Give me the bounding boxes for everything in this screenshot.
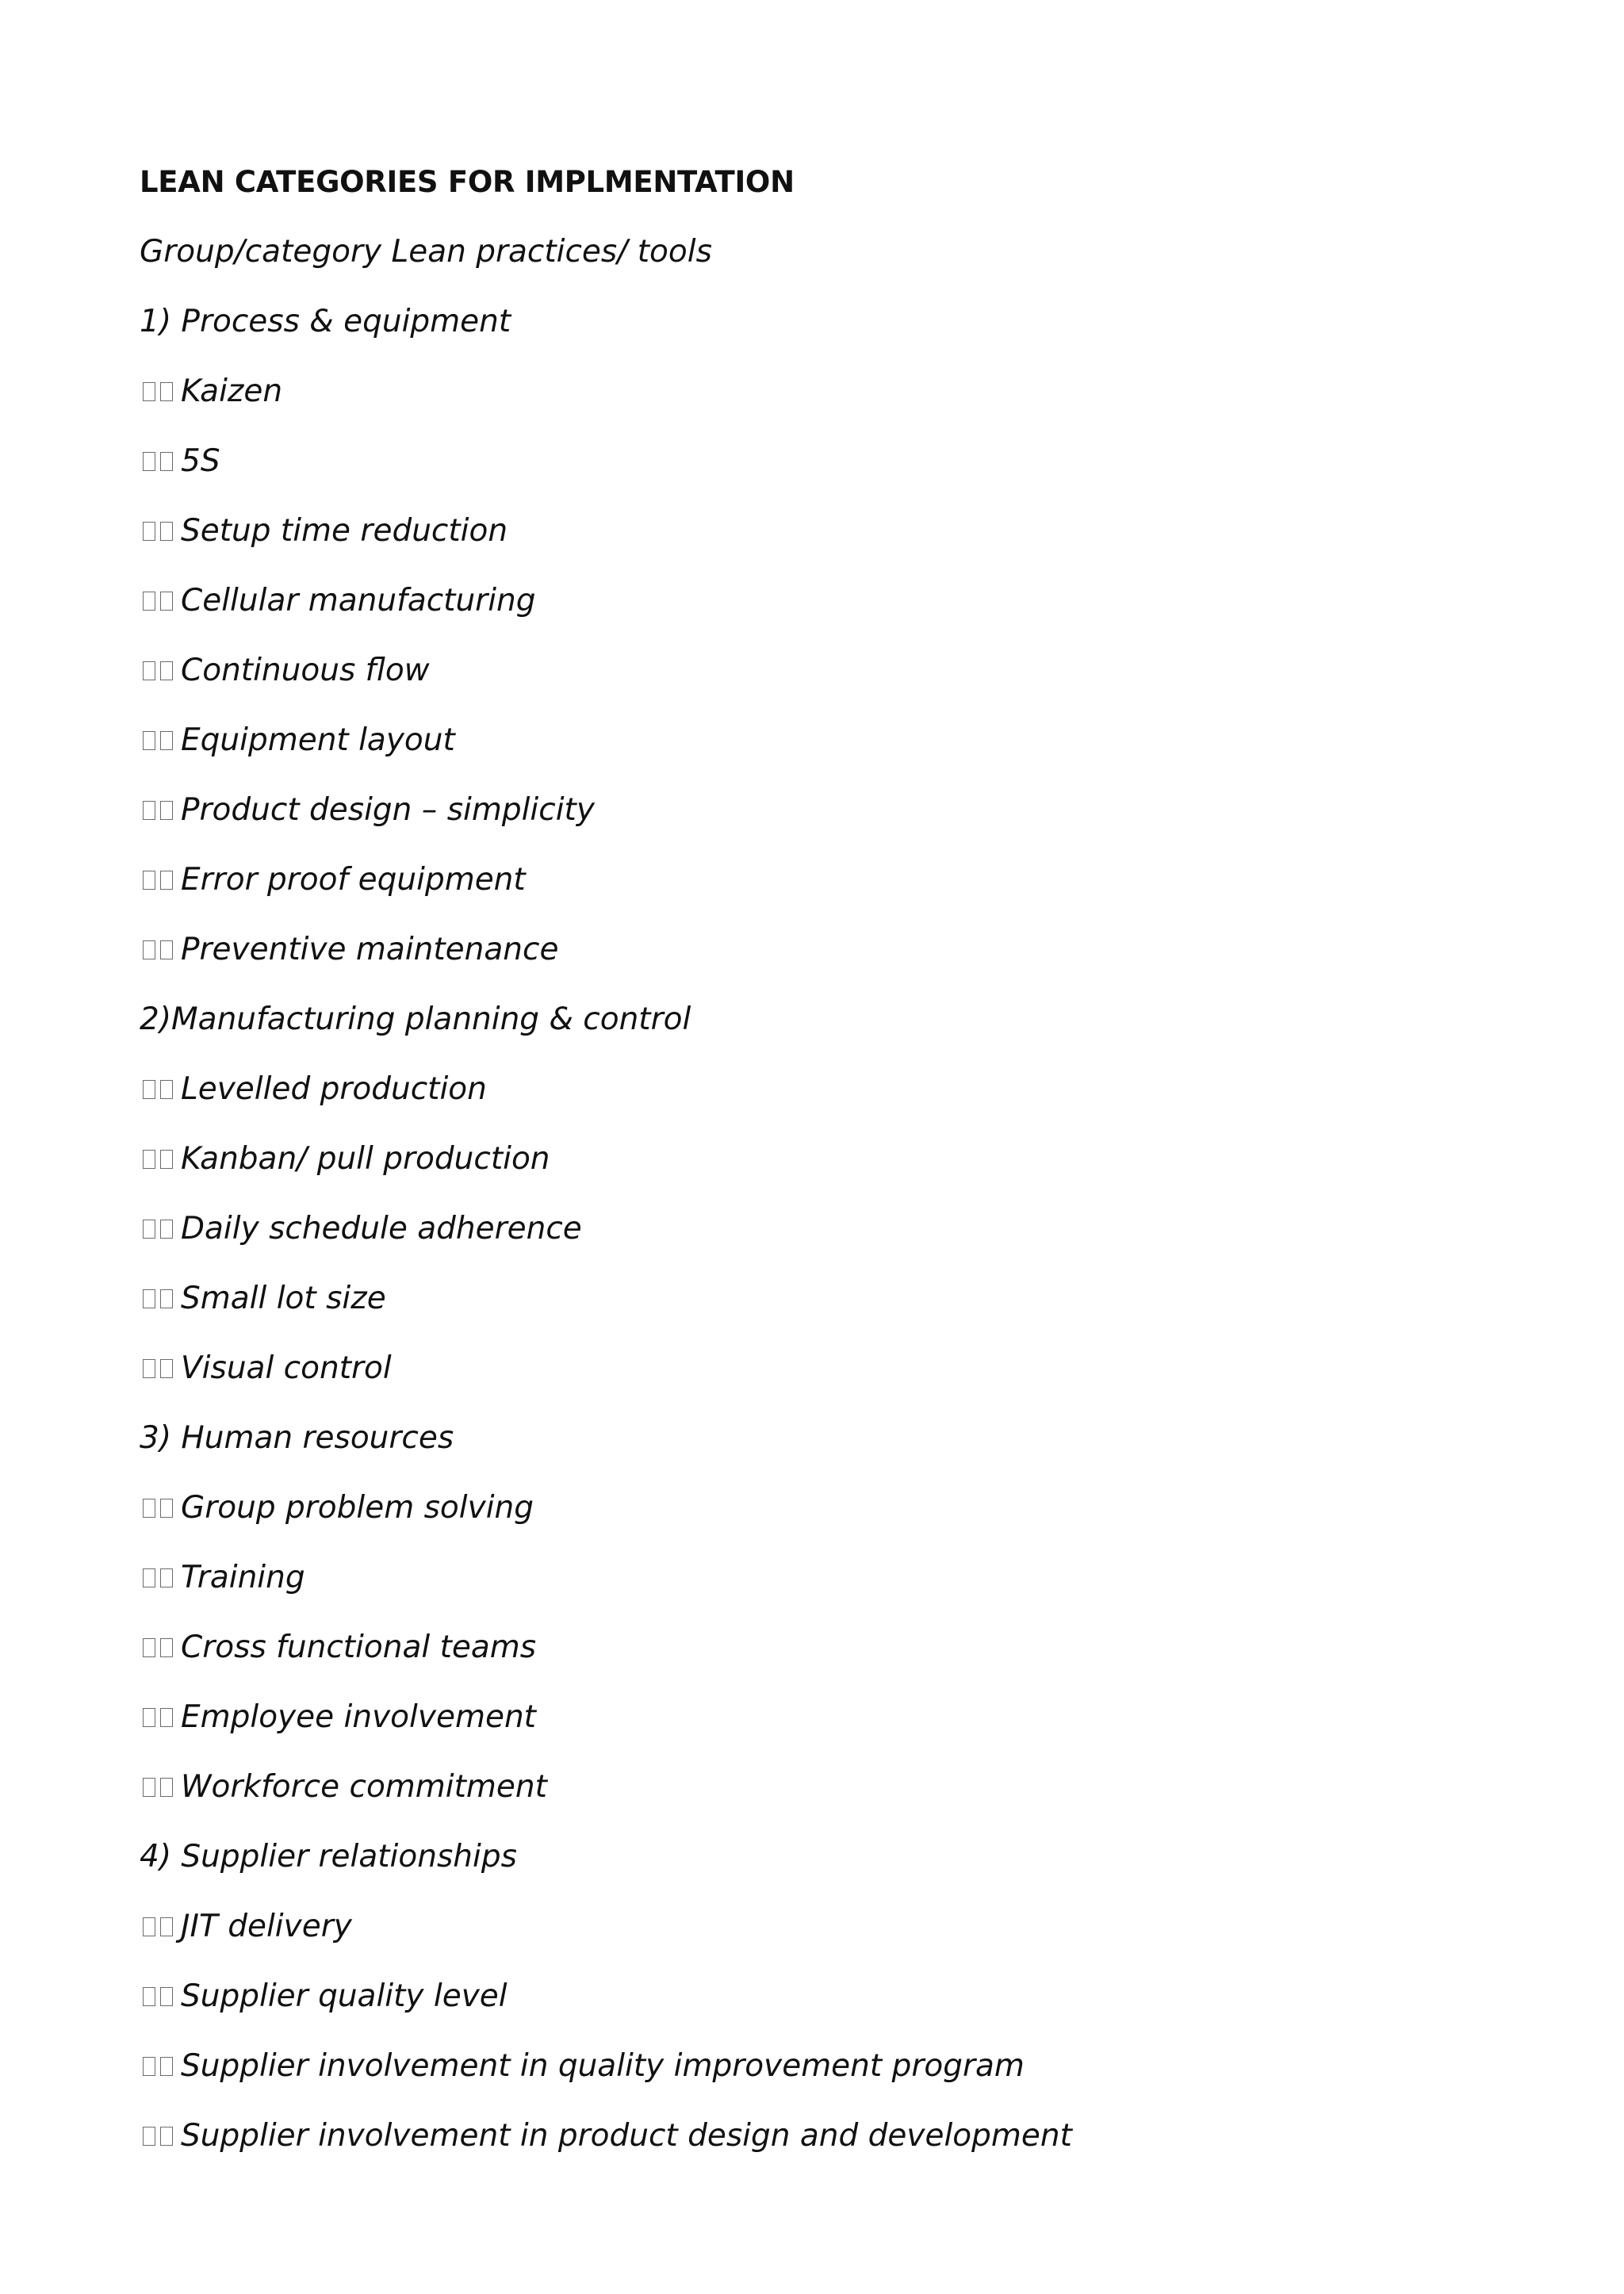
document-title: LEAN CATEGORIES FOR IMPLMENTATION <box>140 165 795 199</box>
missing-glyph-icon <box>140 584 181 615</box>
list-item: Equipment layout <box>140 722 455 760</box>
missing-glyph-icon <box>140 444 181 476</box>
column-header: Group/category Lean practices/ tools <box>140 234 712 270</box>
missing-glyph-icon <box>140 374 181 406</box>
list-item: Small lot size <box>140 1280 386 1318</box>
missing-glyph-icon <box>140 2119 181 2150</box>
missing-glyph-icon <box>140 723 181 755</box>
missing-glyph-icon <box>140 1700 181 1732</box>
missing-glyph-icon <box>140 793 181 825</box>
missing-glyph-icon <box>140 1909 181 1941</box>
missing-glyph-icon <box>140 1491 181 1522</box>
list-item: 5S <box>140 442 220 481</box>
missing-glyph-icon <box>140 1979 181 2011</box>
missing-glyph-icon <box>140 1142 181 1174</box>
missing-glyph-icon <box>140 933 181 964</box>
list-item: JIT delivery <box>140 1908 352 1946</box>
list-item: Supplier involvement in quality improvement program <box>140 2047 1025 2085</box>
list-item: Visual control <box>140 1350 392 1388</box>
group-heading-supplier-relationships: 4) Supplier relationships <box>140 1839 517 1875</box>
missing-glyph-icon <box>140 653 181 685</box>
list-item: Levelled production <box>140 1070 487 1109</box>
missing-glyph-icon <box>140 2049 181 2081</box>
list-item: Supplier involvement in product design and development <box>140 2117 1072 2155</box>
missing-glyph-icon <box>140 1770 181 1802</box>
group-heading-process-equipment: 1) Process & equipment <box>140 304 511 339</box>
list-item: Kanban/ pull production <box>140 1140 550 1178</box>
list-item: Training <box>140 1559 305 1597</box>
list-item: Continuous flow <box>140 652 430 690</box>
list-item: Group problem solving <box>140 1489 534 1527</box>
list-item: Workforce commitment <box>140 1768 547 1806</box>
missing-glyph-icon <box>140 1281 181 1313</box>
list-item: Kaizen <box>140 373 282 411</box>
list-item: Cellular manufacturing <box>140 582 536 620</box>
missing-glyph-icon <box>140 1212 181 1243</box>
missing-glyph-icon <box>140 1561 181 1592</box>
missing-glyph-icon <box>140 1630 181 1662</box>
list-item: Setup time reduction <box>140 512 508 550</box>
list-item: Employee involvement <box>140 1698 536 1737</box>
missing-glyph-icon <box>140 863 181 894</box>
missing-glyph-icon <box>140 1351 181 1383</box>
list-item: Supplier quality level <box>140 1978 508 2016</box>
list-item: Product design – simplicity <box>140 791 595 829</box>
list-item: Error proof equipment <box>140 861 526 899</box>
group-heading-manufacturing-planning: 2)Manufacturing planning & control <box>140 1001 691 1037</box>
missing-glyph-icon <box>140 1072 181 1104</box>
group-heading-human-resources: 3) Human resources <box>140 1420 454 1456</box>
missing-glyph-icon <box>140 514 181 546</box>
list-item: Cross functional teams <box>140 1629 536 1667</box>
list-item: Daily schedule adherence <box>140 1210 582 1248</box>
list-item: Preventive maintenance <box>140 931 558 969</box>
